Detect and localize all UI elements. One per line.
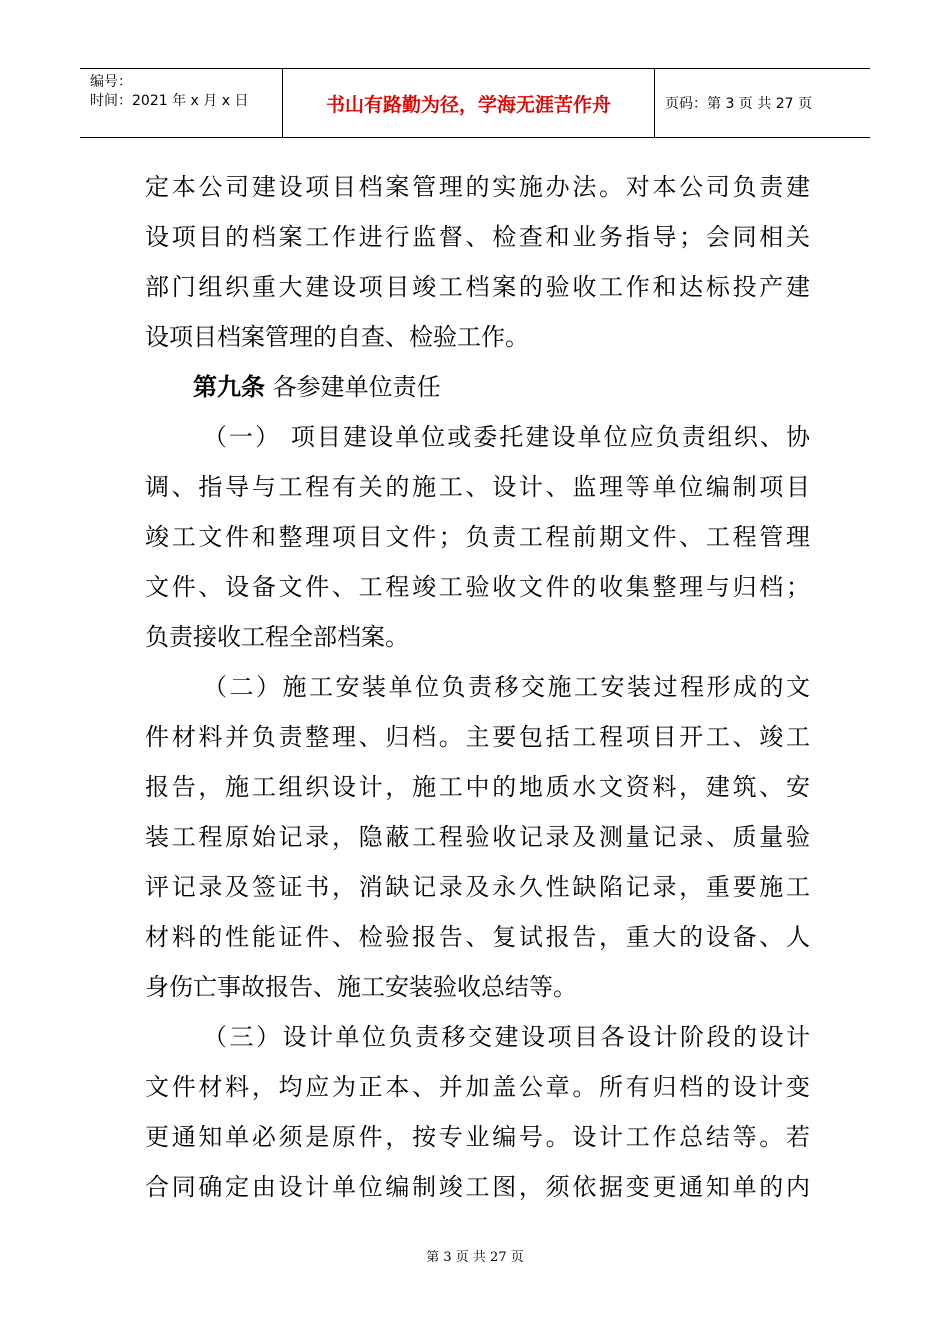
paragraph-line: 合同确定由设计单位编制竣工图，须依据变更通知单的内 [145, 1173, 810, 1201]
paragraph-line: 报告，施工组织设计，施工中的地质水文资料，建筑、安 [145, 773, 810, 801]
paragraph-line: 文件、设备文件、工程竣工验收文件的收集整理与归档； [145, 573, 810, 601]
paragraph-line: （一） 项目建设单位或委托建设单位应负责组织、协 [203, 423, 810, 451]
body-line: 设项目的档案工作进行监督、检查和业务指导；会同相关 [145, 223, 810, 251]
document-number-label: 编号： [90, 74, 132, 90]
document-body [145, 162, 810, 1212]
paragraph-line: 竣工文件和整理项目文件；负责工程前期文件、工程管理 [145, 523, 810, 551]
paragraph-line: 件材料并负责整理、归档。主要包括工程项目开工、竣工 [145, 723, 810, 751]
paragraph-line: 评记录及签证书，消缺记录及永久性缺陷记录，重要施工 [145, 873, 810, 901]
paragraph-line: 负责接收工程全部档案。 [145, 623, 409, 651]
header-motto: 书山有路勤为径，学海无涯苦作舟 [283, 69, 655, 137]
paragraph-line: 调、指导与工程有关的施工、设计、监理等单位编制项目 [145, 473, 810, 501]
header-page-info: 页码：第 3 页 共 27 页 [665, 96, 812, 112]
paragraph-line: 装工程原始记录，隐蔽工程验收记录及测量记录、质量验 [145, 823, 810, 851]
article-heading-text: 各参建单位责任 [272, 373, 441, 401]
document-date: 时间：2021 年 x 月 x 日 [90, 93, 249, 109]
header-meta [80, 69, 283, 137]
paragraph-line: 更通知单必须是原件，按专业编号。设计工作总结等。若 [145, 1123, 810, 1151]
body-line: 设项目档案管理的自查、检验工作。 [145, 323, 529, 351]
paragraph-line: （二）施工安装单位负责移交施工安装过程形成的文 [203, 673, 810, 701]
page-footer: 第 3 页 共 27 页 [426, 1250, 524, 1265]
article-heading [145, 362, 810, 412]
paragraph-line: （三）设计单位负责移交建设项目各设计阶段的设计 [203, 1023, 810, 1051]
article-title: 第九条 [193, 372, 265, 401]
paragraph-line: 材料的性能证件、检验报告、复试报告，重大的设备、人 [145, 923, 810, 951]
paragraph-line: 文件材料，均应为正本、并加盖公章。所有归档的设计变 [145, 1073, 810, 1101]
page-header [80, 68, 870, 138]
body-line: 部门组织重大建设项目竣工档案的验收工作和达标投产建 [145, 273, 810, 301]
paragraph-line: 身伤亡事故报告、施工安装验收总结等。 [145, 973, 577, 1001]
body-line: 定本公司建设项目档案管理的实施办法。对本公司负责建 [145, 173, 810, 201]
